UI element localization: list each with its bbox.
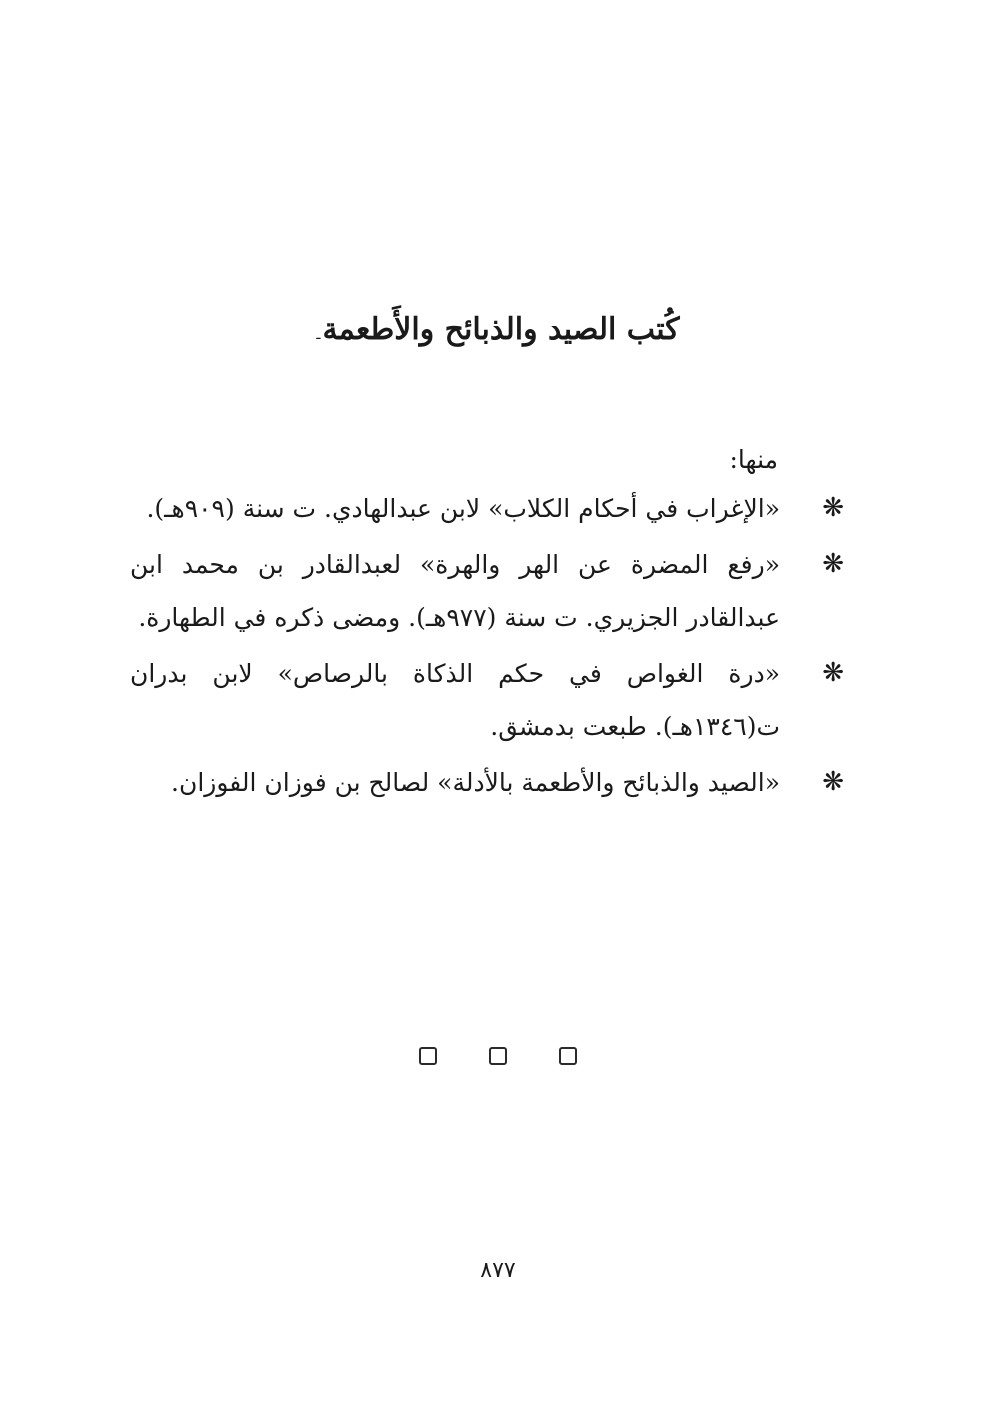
list-item (130, 756, 866, 809)
list-item (130, 482, 866, 535)
list-item (130, 538, 866, 644)
chapter-title: كُتب الصيد والذبائح والأَطعمة (322, 312, 680, 347)
square-ornament-icon (559, 1047, 577, 1065)
chapter-heading (0, 300, 996, 365)
title-mark: ـ (316, 327, 321, 343)
list-item (130, 647, 866, 753)
book-list (130, 482, 866, 812)
section-end-ornament (0, 1047, 996, 1065)
page-number: ٨٧٧ (480, 1258, 516, 1283)
square-ornament-icon (489, 1047, 507, 1065)
asterisk-bullet-icon: ❋ (822, 658, 844, 688)
asterisk-bullet-icon: ❋ (822, 493, 844, 523)
entry-text: «درة الغواص في حكم الذكاة بالرصاص» لابن بدران ت(١٣٤٦هـ). طبعت بدمشق. (130, 659, 780, 741)
asterisk-bullet-icon: ❋ (822, 767, 844, 797)
asterisk-bullet-icon: ❋ (822, 549, 844, 579)
square-ornament-icon (419, 1047, 437, 1065)
entry-text: «رفع المضرة عن الهر والهرة» لعبدالقادر بن محمد ابن عبدالقادر الجزيري. ت سنة (٩٧٧هـ). ومضى ذكره في الطهارة. (130, 550, 780, 632)
entry-text: «الإغراب في أحكام الكلاب» لابن عبدالهادي. ت سنة (٩٠٩هـ). (146, 494, 780, 523)
intro-label: منها: (729, 445, 778, 474)
entry-text: «الصيد والذبائح والأطعمة بالأدلة» لصالح بن فوزان الفوزان. (171, 768, 780, 797)
